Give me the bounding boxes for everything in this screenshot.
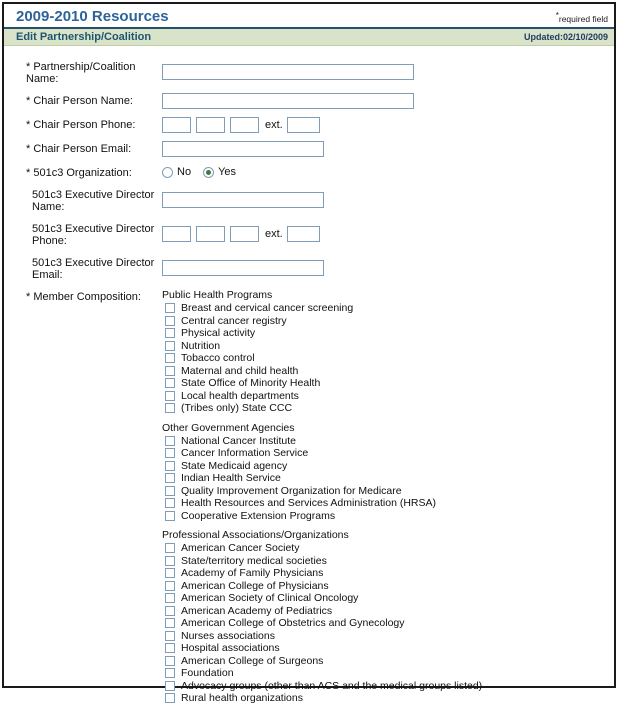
member-checkbox-label: Maternal and child health (181, 364, 299, 377)
member-checkbox-label: Health Resources and Services Administration (HRSA) (181, 497, 437, 510)
501c3-executive-director-phone-ext-input[interactable] (287, 226, 320, 242)
member-checkbox-label: Local health departments (181, 389, 299, 402)
member-checkbox[interactable] (165, 581, 175, 591)
501c3-organization-option-no (162, 166, 191, 178)
member-checkbox-row (162, 302, 482, 315)
501c3-executive-director-name-input[interactable] (162, 192, 324, 208)
member-checkbox[interactable] (165, 593, 175, 603)
member-checkbox-row (162, 567, 482, 580)
member-checkbox[interactable] (165, 436, 175, 446)
form-row (26, 165, 614, 179)
checkbox-group-title: Other Government Agencies (162, 421, 295, 434)
form-row (26, 141, 614, 157)
updated-date: Updated:02/10/2009 (523, 32, 608, 42)
member-checkbox-label: Cooperative Extension Programs (181, 509, 336, 522)
chair-person-phone-part-2[interactable] (196, 117, 225, 133)
member-checkbox-label: Cancer Information Service (181, 447, 309, 460)
member-checkbox[interactable] (165, 668, 175, 678)
member-checkbox[interactable] (165, 403, 175, 413)
chair-person-phone-ext-label: ext. (265, 119, 283, 131)
member-checkbox[interactable] (165, 316, 175, 326)
501c3-organization-radio-label-no: No (177, 166, 192, 178)
member-checkbox-row (162, 592, 482, 605)
member-checkbox[interactable] (165, 606, 175, 616)
member-checkbox-label: Hospital associations (181, 642, 280, 655)
checkbox-group-title: Professional Associations/Organizations (162, 529, 349, 541)
501c3-executive-director-phone-part-1[interactable] (162, 226, 191, 242)
chair-person-phone-label: * Chair Person Phone: (26, 119, 136, 131)
member-checkbox-row (162, 402, 482, 415)
chair-person-name-field (162, 93, 414, 109)
member-checkbox-row (162, 315, 482, 328)
501c3-organization-radio-no[interactable] (162, 167, 173, 178)
member-checkbox-row (162, 472, 482, 485)
checkbox-group (162, 422, 482, 523)
member-checkbox-label: Nutrition (181, 339, 221, 352)
chair-person-name-label: * Chair Person Name: (26, 95, 133, 107)
chair-person-phone-part-3[interactable] (230, 117, 259, 133)
member-composition-groups (162, 289, 482, 712)
edit-partnership-form (4, 46, 614, 712)
member-checkbox[interactable] (165, 461, 175, 471)
member-checkbox[interactable] (165, 391, 175, 401)
member-checkbox[interactable] (165, 328, 175, 338)
member-checkbox-label: Indian Health Service (181, 472, 281, 485)
member-checkbox[interactable] (165, 543, 175, 553)
section-title: Edit Partnership/Coalition (16, 31, 152, 43)
member-composition-label: * Member Composition: (26, 291, 141, 303)
member-checkbox-label: Central cancer registry (181, 314, 287, 327)
member-checkbox-label: (Tribes only) State CCC (181, 402, 293, 415)
member-checkbox-label: Foundation (181, 667, 234, 680)
form-row (26, 187, 614, 213)
501c3-executive-director-email-label: 501c3 Executive Director Email: (32, 257, 155, 281)
member-checkbox-label: Physical activity (181, 327, 256, 340)
member-checkbox-row (162, 580, 482, 593)
form-row (26, 221, 614, 247)
member-checkbox-label: Academy of Family Physicians (181, 567, 324, 580)
checkbox-group (162, 289, 482, 415)
partnership-coalition-name-label: * Partnership/Coalition Name: (26, 61, 136, 85)
partnership-coalition-name-field (162, 59, 414, 85)
member-checkbox-label: American College of Obstetrics and Gynecology (181, 617, 405, 630)
partnership-coalition-name-input[interactable] (162, 64, 414, 80)
member-checkbox[interactable] (165, 366, 175, 376)
member-checkbox-label: Nurses associations (181, 629, 275, 642)
member-checkbox-row (162, 497, 482, 510)
member-checkbox[interactable] (165, 511, 175, 521)
chair-person-phone-ext-input[interactable] (287, 117, 320, 133)
member-checkbox-label: American Academy of Pediatrics (181, 604, 333, 617)
chair-person-email-field (162, 141, 324, 157)
checkbox-group-title: Public Health Programs (162, 289, 273, 301)
member-checkbox-label: State/territory medical societies (181, 554, 327, 567)
501c3-organization-field (162, 165, 248, 179)
501c3-organization-radio-yes[interactable] (203, 167, 214, 178)
member-checkbox-label: Breast and cervical cancer screening (181, 302, 354, 315)
member-checkbox-label: State Office of Minority Health (181, 377, 321, 390)
member-checkbox-row (162, 655, 482, 668)
501c3-executive-director-phone-label: 501c3 Executive Director Phone: (32, 223, 155, 247)
member-checkbox-label: Advocacy groups (other than ACS and the medical groups listed) (181, 679, 483, 692)
member-checkbox-row (162, 630, 482, 643)
member-checkbox-label: American Cancer Society (181, 542, 300, 555)
501c3-executive-director-email-input[interactable] (162, 260, 324, 276)
501c3-executive-director-phone-field (162, 221, 320, 247)
member-checkbox-row (162, 390, 482, 403)
501c3-organization-radio-label-yes: Yes (218, 166, 237, 178)
501c3-executive-director-phone-part-2[interactable] (196, 226, 225, 242)
501c3-executive-director-phone-ext-label: ext. (265, 228, 283, 240)
member-checkbox-row (162, 680, 482, 693)
header (4, 4, 614, 27)
member-checkbox-label: National Cancer Institute (181, 434, 296, 447)
member-checkbox[interactable] (165, 378, 175, 388)
501c3-organization-option-yes (203, 166, 236, 178)
page-title: 2009-2010 Resources (16, 8, 169, 25)
member-checkbox[interactable] (165, 448, 175, 458)
required-field-note (556, 11, 608, 25)
member-checkbox-row (162, 435, 482, 448)
checkbox-group (162, 529, 482, 705)
member-checkbox-label: Rural health organizations (181, 692, 303, 705)
member-checkbox[interactable] (165, 656, 175, 666)
chair-person-phone-part-1[interactable] (162, 117, 191, 133)
member-checkbox[interactable] (165, 681, 175, 691)
member-checkbox-row (162, 327, 482, 340)
501c3-executive-director-phone-part-3[interactable] (230, 226, 259, 242)
member-checkbox-label: State Medicaid agency (181, 459, 288, 472)
member-checkbox[interactable] (165, 341, 175, 351)
form-row (26, 117, 614, 133)
501c3-executive-director-name-field (162, 187, 324, 213)
member-checkbox-row (162, 365, 482, 378)
member-checkbox[interactable] (165, 631, 175, 641)
501c3-organization-label: * 501c3 Organization: (26, 167, 132, 179)
content-frame (2, 2, 616, 705)
member-checkbox[interactable] (165, 556, 175, 566)
member-checkbox-row (162, 642, 482, 655)
member-checkbox-row (162, 485, 482, 498)
member-checkbox-row (162, 510, 482, 523)
member-checkbox[interactable] (165, 303, 175, 313)
chair-person-phone-field (162, 117, 320, 133)
member-checkbox[interactable] (165, 498, 175, 508)
member-checkbox-row (162, 555, 482, 568)
form-row (26, 255, 614, 281)
chair-person-email-label: * Chair Person Email: (26, 143, 132, 155)
member-checkbox[interactable] (165, 353, 175, 363)
member-composition-row (26, 289, 614, 712)
member-checkbox-label: Tobacco control (181, 352, 255, 365)
member-checkbox-row (162, 617, 482, 630)
member-checkbox-row (162, 447, 482, 460)
member-checkbox[interactable] (165, 568, 175, 578)
member-checkbox[interactable] (165, 643, 175, 653)
member-checkbox-row (162, 605, 482, 618)
member-checkbox[interactable] (165, 486, 175, 496)
member-checkbox[interactable] (165, 693, 175, 703)
member-checkbox-row (162, 460, 482, 473)
member-checkbox-row (162, 542, 482, 555)
chair-person-email-input[interactable] (162, 141, 324, 157)
member-checkbox-row (162, 692, 482, 705)
member-checkbox-row (162, 667, 482, 680)
form-row (26, 59, 614, 85)
member-checkbox-label: American Society of Clinical Oncology (181, 592, 359, 605)
required-asterisk: * (555, 11, 559, 21)
member-checkbox-label: American College of Surgeons (181, 654, 324, 667)
member-checkbox[interactable] (165, 473, 175, 483)
501c3-executive-director-name-label: 501c3 Executive Director Name: (32, 189, 155, 213)
member-checkbox-row (162, 352, 482, 365)
member-checkbox[interactable] (165, 618, 175, 628)
form-row (26, 93, 614, 109)
member-checkbox-label: American College of Physicians (181, 579, 329, 592)
required-note-text: required field (558, 14, 608, 24)
member-checkbox-row (162, 340, 482, 353)
member-checkbox-row (162, 377, 482, 390)
member-checkbox-label: Quality Improvement Organization for Medicare (181, 484, 402, 497)
chair-person-name-input[interactable] (162, 93, 414, 109)
501c3-executive-director-email-field (162, 255, 324, 281)
section-titlebar (4, 27, 614, 46)
